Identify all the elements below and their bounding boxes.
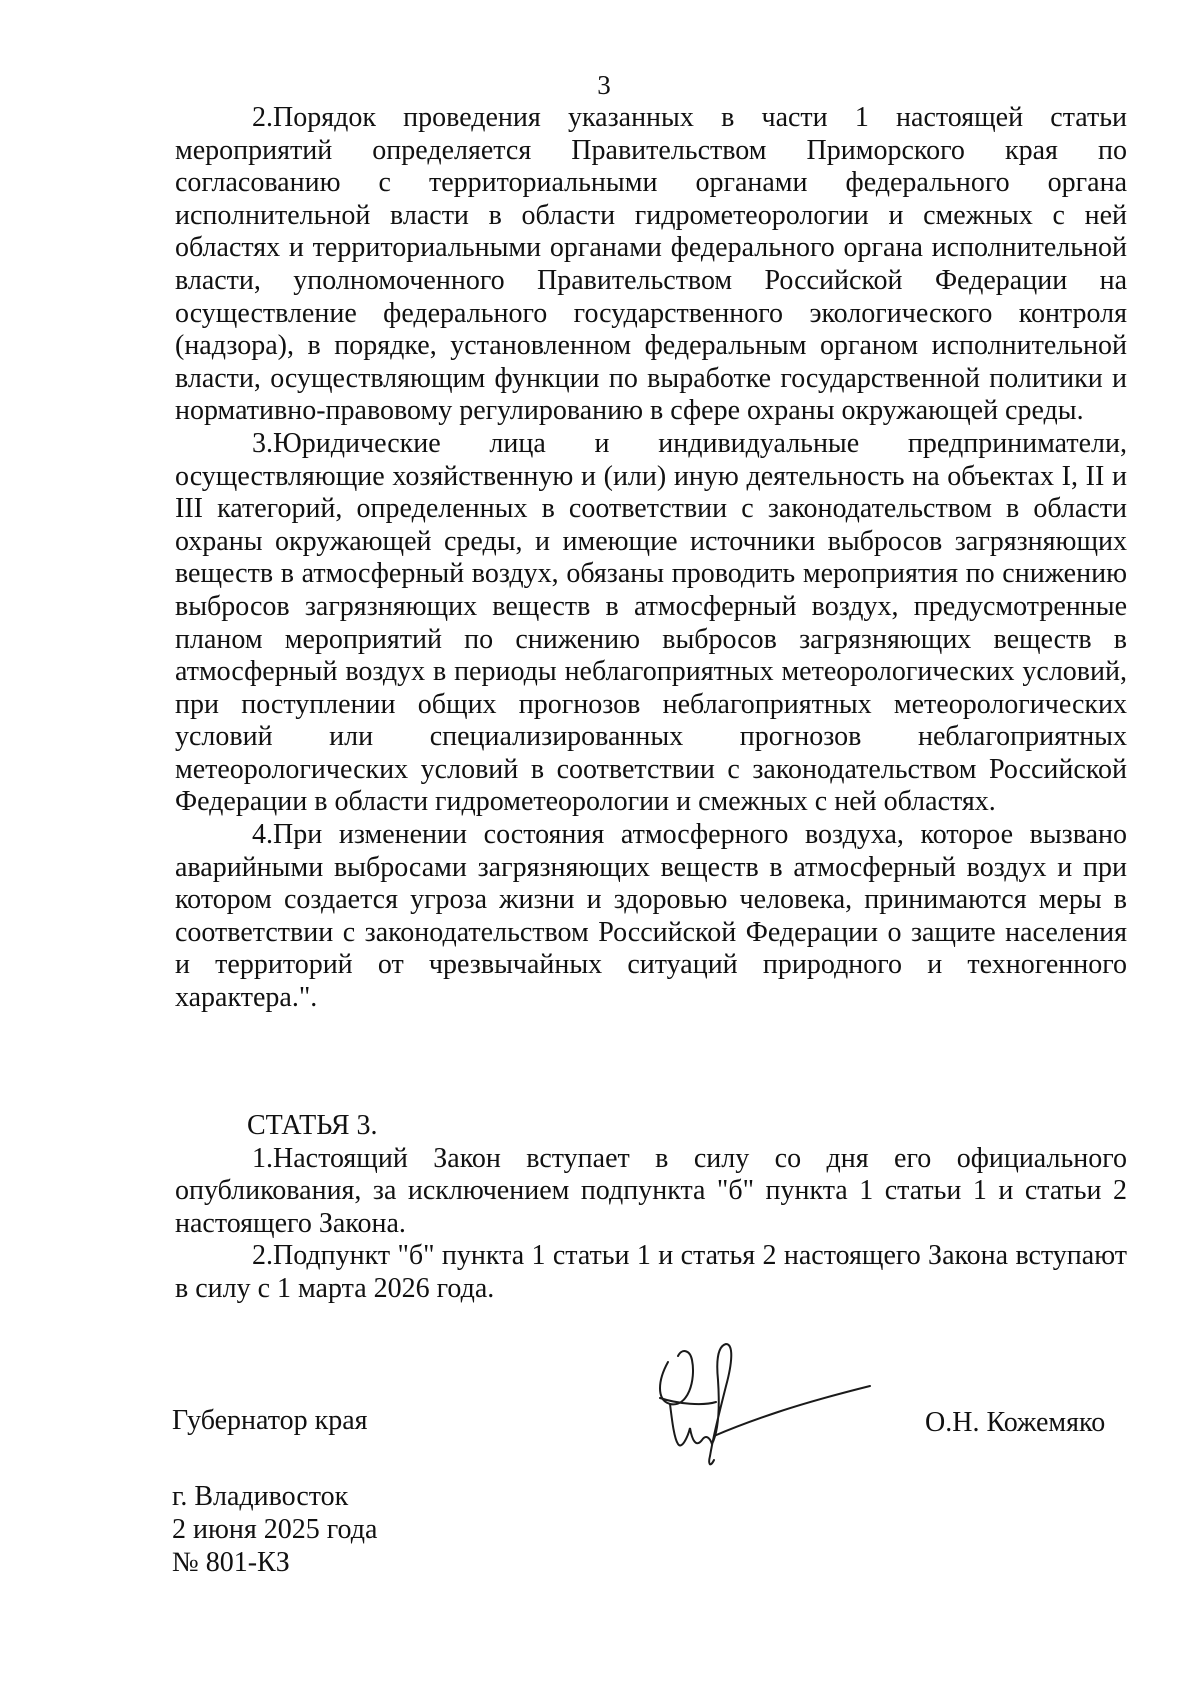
paragraph-4: 4.При изменении состояния атмосферного воздуха, которое вызвано аварийными выбросами загрязняющих веществ в атмосферный воздух и при котором создается угроза жизни и здоровью человека, принимаются меры в соответствии с законодательством Российской Федерации о защите населения и территорий от чрезвычайных ситуаций природного и техногенного характера.".	[175, 819, 1127, 1014]
page-number: 3	[597, 70, 611, 100]
article-2-continuation	[175, 102, 1127, 1015]
article-3-paragraph-2: 2.Подпункт "б" пункта 1 статьи 1 и статья 2 настоящего Закона вступают в силу с 1 марта 2026 года.	[175, 1240, 1127, 1304]
paragraph-3: 3.Юридические лица и индивидуальные предприниматели, осуществляющие хозяйственную и (или) иную деятельность на объектах I, II и III категорий, определенных в соответствии с законодательством в области охраны окружающей среды, и имеющие источники выбросов загрязняющих веществ в атмосферный воздух, обязаны проводить мероприятия по снижению выбросов загрязняющих веществ в атмосферный воздух, предусмотренные планом мероприятий по снижению выбросов загрязняющих веществ в атмосферный воздух в периоды неблагоприятных метеорологических условий, при поступлении общих прогнозов неблагоприятных метеорологических условий или специализированных прогнозов неблагоприятных метеорологических условий в соответствии с законодательством Российской Федерации в области гидрометеорологии и смежных с ней областях.	[175, 427, 1127, 818]
place-date-block	[172, 1480, 377, 1579]
article-3-title: СТАТЬЯ 3.	[247, 1110, 378, 1141]
article-3-paragraph-1: 1.Настоящий Закон вступает в силу со дня его официального опубликования, за исключением подпункта "б" пункта 1 статьи 1 и статьи 2 настоящего Закона.	[175, 1142, 1127, 1239]
paragraph-2: 2.Порядок проведения указанных в части 1 настоящей статьи мероприятий определяется Правительством Приморского края по согласованию с территориальными органами федерального органа исполнительной власти в области гидрометеорологии и смежных с ней областях и территориальными органами федерального органа исполнительной власти, уполномоченного Правительством Российской Федерации на осуществление федерального государственного экологического контроля (надзора), в порядке, установленном федеральным органом исполнительной власти, осуществляющим функции по выработке государственной политики и нормативно-правовому регулированию в сфере охраны окружающей среды.	[175, 102, 1127, 427]
signatory-name: О.Н. Кожемяко	[925, 1407, 1106, 1438]
law-number: № 801-КЗ	[172, 1547, 290, 1578]
signatory-title: Губернатор края	[172, 1405, 368, 1436]
article-3	[175, 1110, 1127, 1306]
city: г. Владивосток	[172, 1481, 349, 1512]
handwritten-signature	[648, 1340, 878, 1480]
date: 2 июня 2025 года	[172, 1514, 378, 1545]
